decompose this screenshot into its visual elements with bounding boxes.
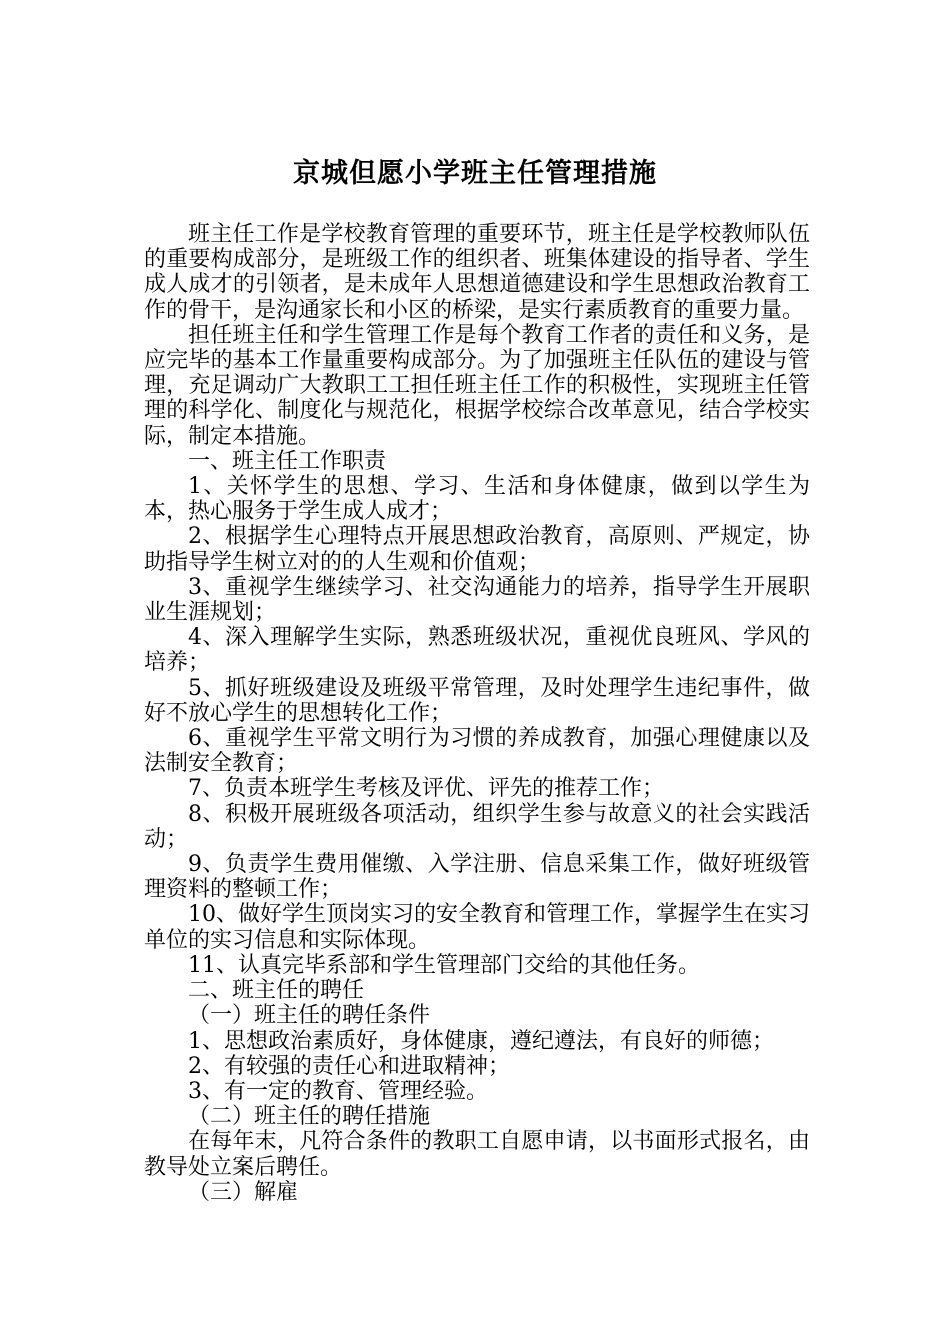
paragraph-intro: 班主任工作是学校教育管理的重要环节，班主任是学校教师队伍的重要构成部分，是班级工作的组织者、班集体建设的指导者、学生成人成才的引领者，是未成年人思想道德建设和学生思想政治教育工作的骨干，是沟通家长和小区的桥梁，是实行素质教育的重要力量。: [144, 222, 810, 323]
condition-item-1: 1、思想政治素质好，身体健康，遵纪遵法，有良好的师德；: [188, 1028, 774, 1054]
duty-item-4: 4、深入理解学生实际，熟悉班级状况，重视优良班风、学风的培养；: [144, 625, 810, 676]
condition-item-2: 2、有较强的责任心和进取精神；: [188, 1053, 510, 1079]
subsection-heading-dismissal: （三）解雇: [188, 1179, 299, 1205]
duty-item-6: 6、重视学生平常文明行为习惯的养成教育，加强心理健康以及法制安全教育；: [144, 726, 810, 777]
duty-item-8: 8、积极开展班级各项活动，组织学生参与故意义的社会实践活动；: [144, 801, 810, 852]
document-title: 京城但愿小学班主任管理措施: [293, 158, 657, 189]
duty-item-10: 10、做好学生顶岗实习的安全教育和管理工作，掌握学生在实习单位的实习信息和实际体现。: [144, 902, 810, 953]
condition-item-3: 3、有一定的教育、管理经验。: [188, 1078, 488, 1104]
duty-item-3: 3、重视学生继续学习、社交沟通能力的培养，指导学生开展职业生涯规划；: [144, 574, 810, 626]
document-body: [144, 222, 810, 1205]
duty-item-2: 2、根据学生心理特点开展思想政治教育，高原则、严规定，协助指导学生树立对的的人生观和价值观；: [144, 524, 810, 575]
paragraph-purpose: 担任班主任和学生管理工作是每个教育工作者的责任和义务，是应完毕的基本工作量重要构成部分。为了加强班主任队伍的建设与管理，充足调动广大教职工工担任班主任工作的积极性，实现班主任管理的科学化、制度化与规范化，根据学校综合改革意见，结合学校实际，制定本措施。: [144, 322, 810, 449]
duty-item-1: 1、关怀学生的思想、学习、生活和身体健康，做到以学生为本，热心服务于学生成人成才；: [144, 474, 810, 525]
section-heading-appointment: 二、班主任的聘任: [188, 978, 365, 1004]
measure-paragraph: 在每年末，凡符合条件的教职工自愿申请，以书面形式报名，由教导处立案后聘任。: [144, 1129, 810, 1180]
subsection-heading-measures: （二）班主任的聘任措施: [188, 1104, 431, 1130]
duty-item-7: 7、负责本班学生考核及评优、评先的推荐工作；: [188, 776, 664, 802]
subsection-heading-conditions: （一）班主任的聘任条件: [188, 1003, 431, 1029]
duty-item-9: 9、负责学生费用催缴、入学注册、信息采集工作，做好班级管理资料的整顿工作；: [144, 852, 810, 903]
section-heading-duties: 一、班主任工作职责: [188, 448, 387, 474]
duty-item-11: 11、认真完毕系部和学生管理部门交给的其他任务。: [188, 952, 700, 978]
duty-item-5: 5、抓好班级建设及班级平常管理，及时处理学生违纪事件，做好不放心学生的思想转化工作；: [144, 675, 810, 726]
